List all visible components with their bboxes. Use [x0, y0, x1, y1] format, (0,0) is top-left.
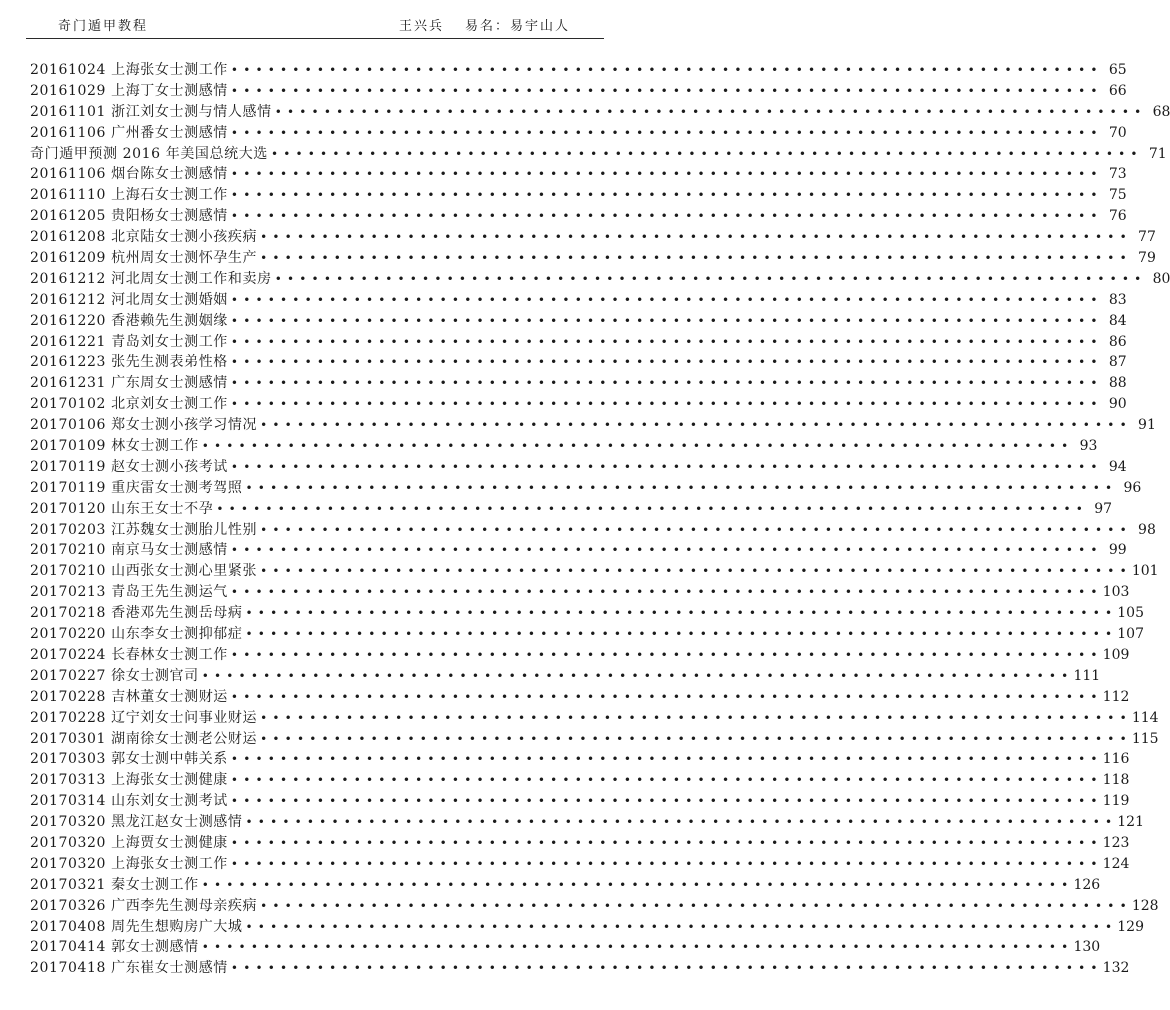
toc-entry-title: 20161101 浙江刘女士测与情人感情 [30, 103, 272, 120]
toc-entry-title: 20161212 河北周女士测婚姻 [30, 291, 228, 308]
toc-entry[interactable] [30, 917, 1144, 938]
toc-entry-page-number: 86 [1108, 333, 1127, 350]
toc-entry[interactable] [30, 958, 1130, 979]
toc-entry-page-number: 128 [1131, 897, 1159, 914]
toc-dot-leader: ••••••••••••••••••••••••••••••••••••••••••••••••••••••••••••••••••••••• [230, 752, 1103, 767]
toc-dot-leader: ••••••••••••••••••••••••••••••••••••••••••••••••••••••••••••••••••••••• [201, 439, 1074, 454]
toc-dot-leader: ••••••••••••••••••••••••••••••••••••••••••••••••••••••••••••••••••••••• [230, 209, 1103, 224]
toc-entry[interactable] [30, 540, 1127, 561]
toc-entry-title: 20170408 周先生想购房广大城 [30, 918, 243, 935]
toc-entry-page-number: 96 [1123, 479, 1142, 496]
toc-entry[interactable] [30, 854, 1130, 875]
toc-entry-page-number: 98 [1138, 521, 1156, 538]
toc-entry[interactable] [30, 791, 1130, 812]
toc-entry-page-number: 71 [1148, 145, 1167, 162]
toc-dot-leader: ••••••••••••••••••••••••••••••••••••••••••••••••••••••••••••••••••••••• [230, 83, 1103, 98]
toc-entry[interactable] [30, 415, 1156, 436]
toc-entry-title: 20170301 湖南徐女士测老公财运 [30, 730, 258, 747]
toc-entry[interactable] [30, 499, 1113, 520]
toc-entry-title: 20170228 辽宁刘女士问事业财运 [30, 709, 258, 726]
toc-entry-page-number: 70 [1108, 124, 1127, 141]
toc-dot-leader: ••••••••••••••••••••••••••••••••••••••••••••••••••••••••••••••••••••••• [260, 522, 1132, 537]
toc-entry-title: 20161220 香港赖先生测姻缘 [30, 312, 228, 329]
toc-dot-leader: ••••••••••••••••••••••••••••••••••••••••••••••••••••••••••••••••••••••• [260, 230, 1132, 245]
toc-dot-leader: ••••••••••••••••••••••••••••••••••••••••••••••••••••••••••••••••••••••• [245, 627, 1118, 642]
toc-entry[interactable] [30, 896, 1159, 917]
toc-entry[interactable] [30, 144, 1167, 165]
toc-entry[interactable] [30, 185, 1127, 206]
toc-entry-page-number: 68 [1152, 103, 1170, 120]
toc-entry-title: 20170228 吉林董女士测财运 [30, 688, 228, 705]
toc-entry-title: 20161221 青岛刘女士测工作 [30, 333, 228, 350]
toc-entry-title: 20161231 广东周女士测感情 [30, 375, 228, 392]
toc-dot-leader: ••••••••••••••••••••••••••••••••••••••••••••••••••••••••••••••••••••••• [230, 376, 1103, 391]
toc-entry-page-number: 123 [1102, 834, 1130, 851]
toc-entry-title: 20170213 青岛王先生测运气 [30, 584, 228, 601]
toc-entry-page-number: 130 [1073, 939, 1101, 956]
book-title: 奇门遁甲教程 [58, 19, 149, 34]
toc-entry-title: 20170109 林女士测工作 [30, 438, 199, 455]
toc-dot-leader: ••••••••••••••••••••••••••••••••••••••••••••••••••••••••••••••••••••••• [230, 125, 1103, 140]
toc-entry-page-number: 84 [1108, 312, 1127, 329]
toc-entry-page-number: 76 [1108, 208, 1127, 225]
toc-entry[interactable] [30, 164, 1127, 185]
toc-dot-leader: ••••••••••••••••••••••••••••••••••••••••••••••••••••••••••••••••••••••• [230, 835, 1103, 850]
toc-dot-leader: ••••••••••••••••••••••••••••••••••••••••••••••••••••••••••••••••••••••• [260, 564, 1132, 579]
toc-entry-page-number: 87 [1108, 354, 1127, 371]
toc-entry-title: 20161209 杭州周女士测怀孕生产 [30, 250, 258, 267]
toc-entry-page-number: 88 [1108, 375, 1127, 392]
toc-entry[interactable] [30, 373, 1127, 394]
toc-entry[interactable] [30, 457, 1127, 478]
toc-entry[interactable] [30, 520, 1156, 541]
toc-entry[interactable] [30, 269, 1170, 290]
toc-entry-title: 20170313 上海张女士测健康 [30, 772, 228, 789]
toc-entry[interactable] [30, 624, 1144, 645]
toc-entry[interactable] [30, 582, 1130, 603]
toc-entry[interactable] [30, 227, 1156, 248]
toc-entry[interactable] [30, 812, 1144, 833]
toc-entry-page-number: 94 [1108, 458, 1127, 475]
toc-dot-leader: ••••••••••••••••••••••••••••••••••••••••••••••••••••••••••••••••••••••• [216, 501, 1089, 516]
toc-entry-title: 20170210 南京马女士测感情 [30, 542, 228, 559]
toc-dot-leader: ••••••••••••••••••••••••••••••••••••••••••••••••••••••••••••••••••••••• [260, 418, 1132, 433]
toc-dot-leader: ••••••••••••••••••••••••••••••••••••••••••••••••••••••••••••••••••••••• [230, 856, 1103, 871]
toc-entry[interactable] [30, 311, 1127, 332]
toc-entry-page-number: 66 [1108, 82, 1127, 99]
toc-entry-page-number: 129 [1117, 918, 1144, 935]
toc-entry-page-number: 99 [1108, 542, 1127, 559]
toc-entry-page-number: 79 [1138, 250, 1156, 267]
toc-dot-leader: ••••••••••••••••••••••••••••••••••••••••••••••••••••••••••••••••••••••• [230, 647, 1103, 662]
toc-entry[interactable] [30, 436, 1098, 457]
toc-dot-leader: ••••••••••••••••••••••••••••••••••••••••••••••••••••••••••••••••••••••• [201, 877, 1074, 892]
toc-entry-title: 20170224 长春林女士测工作 [30, 646, 228, 663]
toc-entry-title: 20170326 广西李先生测母亲疾病 [30, 897, 258, 914]
toc-dot-leader: ••••••••••••••••••••••••••••••••••••••••••••••••••••••••••••••••••••••• [230, 188, 1103, 203]
toc-entry-title: 20170102 北京刘女士测工作 [30, 396, 228, 413]
toc-dot-leader: ••••••••••••••••••••••••••••••••••••••••••••••••••••••••••••••••••••••• [230, 689, 1103, 704]
toc-entry[interactable] [30, 206, 1127, 227]
toc-entry-page-number: 101 [1131, 563, 1159, 580]
toc-entry[interactable] [30, 749, 1130, 770]
toc-dot-leader: ••••••••••••••••••••••••••••••••••••••••••••••••••••••••••••••••••••••• [245, 480, 1118, 495]
toc-dot-leader: ••••••••••••••••••••••••••••••••••••••••••••••••••••••••••••••••••••••• [230, 334, 1103, 349]
toc-dot-leader: ••••••••••••••••••••••••••••••••••••••••••••••••••••••••••••••••••••••• [274, 271, 1147, 286]
toc-entry-page-number: 112 [1102, 688, 1130, 705]
toc-dot-leader: ••••••••••••••••••••••••••••••••••••••••••••••••••••••••••••••••••••••• [230, 355, 1103, 370]
toc-entry-title: 20161029 上海丁女士测感情 [30, 82, 228, 99]
toc-entry[interactable] [30, 645, 1130, 666]
header-divider [26, 38, 604, 39]
toc-entry-title: 20170320 黑龙江赵女士测感情 [30, 814, 243, 831]
toc-entry-page-number: 97 [1094, 500, 1113, 517]
toc-entry-title: 20170218 香港邓先生测岳母病 [30, 605, 243, 622]
toc-entry[interactable] [30, 478, 1142, 499]
toc-entry-title: 20170320 上海贾女士测健康 [30, 834, 228, 851]
toc-entry-page-number: 118 [1102, 772, 1130, 789]
toc-entry-page-number: 115 [1131, 730, 1159, 747]
author-name: 王兴兵 [399, 19, 445, 34]
toc-entry-page-number: 132 [1102, 960, 1130, 977]
toc-entry[interactable] [30, 60, 1127, 81]
toc-entry-title: 20170303 郭女士测中韩关系 [30, 751, 228, 768]
toc-dot-leader: ••••••••••••••••••••••••••••••••••••••••••••••••••••••••••••••••••••••• [260, 731, 1132, 746]
toc-dot-leader: ••••••••••••••••••••••••••••••••••••••••••••••••••••••••••••••••••••••• [245, 919, 1118, 934]
toc-dot-leader: ••••••••••••••••••••••••••••••••••••••••••••••••••••••••••••••••••••••• [260, 710, 1132, 725]
toc-dot-leader: ••••••••••••••••••••••••••••••••••••••••••••••••••••••••••••••••••••••• [230, 543, 1103, 558]
toc-entry-page-number: 105 [1117, 605, 1144, 622]
toc-dot-leader: ••••••••••••••••••••••••••••••••••••••••••••••••••••••••••••••••••••••• [230, 313, 1103, 328]
toc-entry[interactable] [30, 290, 1127, 311]
toc-entry-title: 20170120 山东王女士不孕 [30, 500, 214, 517]
toc-entry-title: 20161106 烟台陈女士测感情 [30, 166, 228, 183]
toc-dot-leader: ••••••••••••••••••••••••••••••••••••••••••••••••••••••••••••••••••••••• [270, 146, 1143, 161]
toc-entry-title: 20170210 山西张女士测心里紧张 [30, 563, 258, 580]
toc-entry-title: 20170119 赵女士测小孩考试 [30, 458, 228, 475]
toc-entry-page-number: 77 [1138, 229, 1156, 246]
toc-entry[interactable] [30, 708, 1159, 729]
toc-entry-page-number: 107 [1117, 626, 1144, 643]
toc-entry-title: 20161024 上海张女士测工作 [30, 62, 228, 78]
toc-dot-leader: ••••••••••••••••••••••••••••••••••••••••••••••••••••••••••••••••••••••• [245, 815, 1118, 830]
toc-entry-title: 奇门遁甲预测 2016 年美国总统大选 [30, 145, 268, 162]
toc-entry-page-number: 83 [1108, 291, 1127, 308]
toc-entry[interactable] [30, 561, 1159, 582]
toc-entry[interactable] [30, 123, 1127, 144]
toc-dot-leader: ••••••••••••••••••••••••••••••••••••••••••••••••••••••••••••••••••••••• [230, 459, 1103, 474]
toc-entry[interactable] [30, 666, 1101, 687]
toc-entry-title: 20170314 山东刘女士测考试 [30, 793, 228, 810]
toc-entry-title: 20170321 秦女士测工作 [30, 876, 199, 893]
toc-dot-leader: ••••••••••••••••••••••••••••••••••••••••••••••••••••••••••••••••••••••• [230, 167, 1103, 182]
toc-entry[interactable] [30, 248, 1156, 269]
toc-entry-page-number: 124 [1102, 855, 1130, 872]
toc-entry-title: 20170414 郭女士测感情 [30, 939, 199, 956]
toc-entry[interactable] [30, 394, 1127, 415]
toc-dot-leader: ••••••••••••••••••••••••••••••••••••••••••••••••••••••••••••••••••••••• [260, 251, 1132, 266]
toc-entry-title: 20170418 广东崔女士测感情 [30, 960, 228, 977]
toc-entry-title: 20170220 山东李女士测抑郁症 [30, 626, 243, 643]
toc-entry-page-number: 111 [1073, 667, 1101, 684]
toc-entry[interactable] [30, 81, 1127, 102]
toc-dot-leader: ••••••••••••••••••••••••••••••••••••••••••••••••••••••••••••••••••••••• [230, 794, 1103, 809]
page-header [0, 0, 636, 40]
toc-entry-page-number: 90 [1108, 396, 1127, 413]
toc-dot-leader: ••••••••••••••••••••••••••••••••••••••••••••••••••••••••••••••••••••••• [201, 668, 1074, 683]
toc-dot-leader: ••••••••••••••••••••••••••••••••••••••••••••••••••••••••••••••••••••••• [274, 104, 1147, 119]
toc-entry[interactable] [30, 875, 1101, 896]
toc-entry-page-number: 116 [1102, 751, 1130, 768]
toc-entry[interactable] [30, 937, 1101, 958]
toc-entry[interactable] [30, 729, 1159, 750]
toc-entry-title: 20170227 徐女士测官司 [30, 667, 199, 684]
toc-entry-title: 20161205 贵阳杨女士测感情 [30, 208, 228, 225]
toc-entry[interactable] [30, 352, 1127, 373]
toc-entry-page-number: 91 [1138, 417, 1156, 434]
toc-dot-leader: ••••••••••••••••••••••••••••••••••••••••••••••••••••••••••••••••••••••• [230, 961, 1103, 976]
toc-entry-title: 20161212 河北周女士测工作和卖房 [30, 270, 272, 287]
toc-entry-title: 20161110 上海石女士测工作 [30, 187, 228, 204]
toc-entry-page-number: 93 [1079, 438, 1098, 455]
toc-dot-leader: ••••••••••••••••••••••••••••••••••••••••••••••••••••••••••••••••••••••• [201, 940, 1074, 955]
toc-entry[interactable] [30, 603, 1144, 624]
toc-dot-leader: ••••••••••••••••••••••••••••••••••••••••••••••••••••••••••••••••••••••• [230, 63, 1103, 77]
toc-entry-title: 20170119 重庆雷女士测考驾照 [30, 479, 243, 496]
toc-entry-title: 20170106 郑女士测小孩学习情况 [30, 417, 258, 434]
toc-entry[interactable] [30, 332, 1127, 353]
toc-entry-page-number: 109 [1102, 646, 1130, 663]
toc-entry-title: 20170203 江苏魏女士测胎儿性别 [30, 521, 258, 538]
toc-entry-title: 20161223 张先生测表弟性格 [30, 354, 228, 371]
toc-dot-leader: ••••••••••••••••••••••••••••••••••••••••••••••••••••••••••••••••••••••• [260, 898, 1132, 913]
toc-entry-page-number: 73 [1108, 166, 1127, 183]
toc-entry-title: 20161106 广州番女士测感情 [30, 124, 228, 141]
toc-entry-page-number: 103 [1102, 584, 1130, 601]
toc-entry-page-number: 80 [1152, 270, 1170, 287]
toc-dot-leader: ••••••••••••••••••••••••••••••••••••••••••••••••••••••••••••••••••••••• [245, 606, 1118, 621]
toc-entry-page-number: 114 [1131, 709, 1159, 726]
toc-dot-leader: ••••••••••••••••••••••••••••••••••••••••••••••••••••••••••••••••••••••• [230, 585, 1103, 600]
toc-dot-leader: ••••••••••••••••••••••••••••••••••••••••••••••••••••••••••••••••••••••• [230, 397, 1103, 412]
toc-entry-page-number: 119 [1102, 793, 1130, 810]
toc-entry-page-number: 126 [1073, 876, 1101, 893]
toc-entry[interactable] [30, 687, 1130, 708]
toc-entry-page-number: 65 [1108, 62, 1127, 78]
author-pen-name: 易名：易宇山人 [465, 19, 571, 34]
table-of-contents [30, 60, 1170, 979]
toc-dot-leader: ••••••••••••••••••••••••••••••••••••••••••••••••••••••••••••••••••••••• [230, 292, 1103, 307]
toc-entry[interactable] [30, 833, 1130, 854]
toc-dot-leader: ••••••••••••••••••••••••••••••••••••••••••••••••••••••••••••••••••••••• [230, 773, 1103, 788]
toc-entry-page-number: 121 [1117, 814, 1144, 831]
toc-entry[interactable] [30, 770, 1130, 791]
toc-entry-page-number: 75 [1108, 187, 1127, 204]
toc-entry-title: 20161208 北京陆女士测小孩疾病 [30, 229, 258, 246]
toc-entry[interactable] [30, 102, 1170, 123]
toc-entry-title: 20170320 上海张女士测工作 [30, 855, 228, 872]
